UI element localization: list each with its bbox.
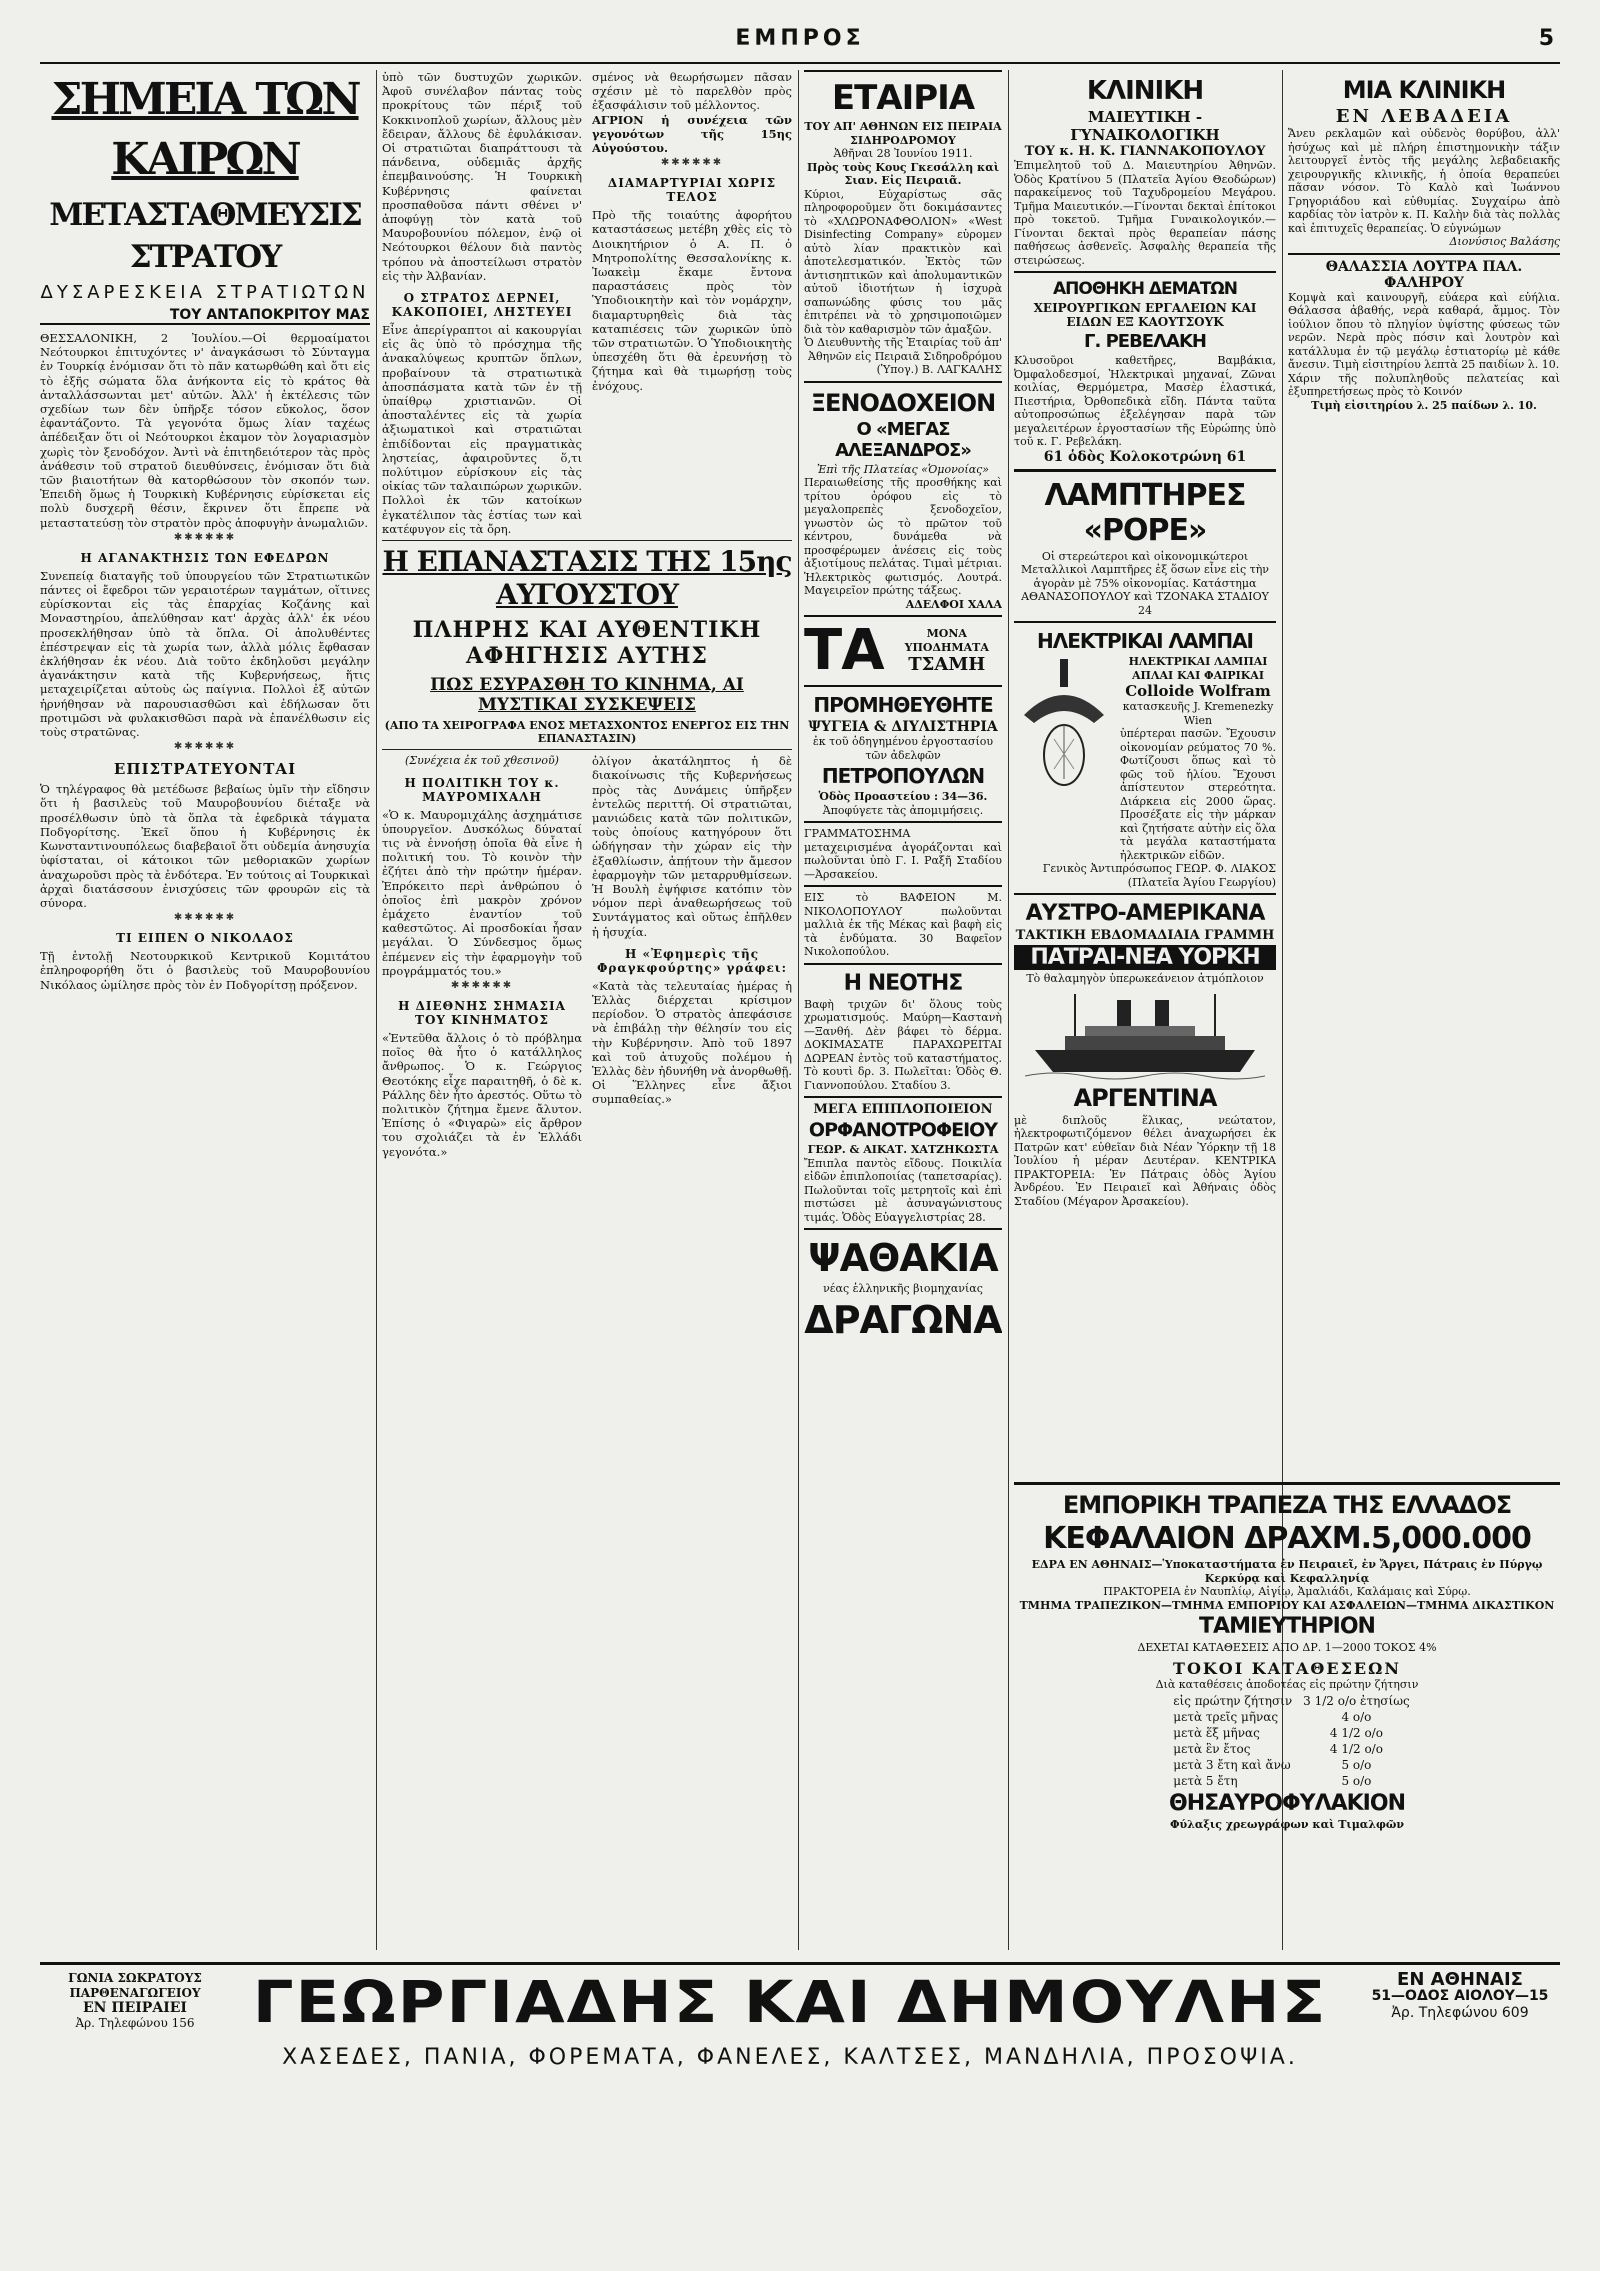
ad-date: Ἀθῆναι 28 Ἰουνίου 1911. [833, 147, 973, 160]
page-number: 5 [1538, 26, 1554, 51]
ad-subtitle: νέας ἑλληνικῆς βιομηχανίας [823, 1282, 983, 1295]
ad-brand: ΔΡΑΓΩΝΑ [804, 1297, 1002, 1342]
article-paragraph: σμένος νὰ θεωρήσωμεν πᾶσαν σχέσιν μὲ τὸ παρελθὸν πρὸς ἐξασφάλισιν τοῦ μέλλοντος. [592, 70, 792, 113]
ad-subtitle: ΤΑΚΤΙΚΗ ΕΒΔΟΜΑΔΙΑΙΑ ΓΡΑΜΜΗ [1015, 928, 1275, 943]
continuation-note: (Συνέχεια ἐκ τοῦ χθεσινοῦ) [405, 754, 559, 768]
ad-title: ΜΕΓΑ ΕΠΙΠΛΟΠΟΙΕΙΟΝ [813, 1102, 993, 1117]
divider [382, 540, 792, 541]
banner-revolution: Η ΕΠΑΝΑΣΤΑΣΙΣ ΤΗΣ 15ης ΑΥΓΟΥΣΤΟΥ [382, 545, 792, 612]
ad-subtitle: ΤΟΥ ΑΠ' ΑΘΗΝΩΝ ΕΙΣ ΠΕΙΡΑΙΑ ΣΙΔΗΡΟΔΡΟΜΟΥ [804, 120, 1002, 147]
rate-term: εἰς πρώτην ζήτησιν [1173, 1694, 1293, 1708]
ad-subtitle: ΗΛΕΚΤΡΙΚΑΙ ΛΑΜΠΑΙ ΑΠΛΑΙ ΚΑΙ ΦΑΙΡΙΚΑΙ [1128, 655, 1268, 682]
article-paragraph: Τῇ ἐντολῇ Νεοτουρκικοῦ Κεντρικοῦ Κομιτάτου ἐπληροφορήθη ὅτι ὁ βασιλεὺς τοῦ Μαυροβουνίου Νικόλαος ὡμίλησε πρὸς τὸν ἐν Ποδγορίτσῃ πρόξενον. [40, 949, 370, 992]
footer-ad [40, 1962, 1560, 2105]
footer-right-line: 51—ΟΔΟΣ ΑΙΟΛΟΥ—15 [1371, 1988, 1549, 2004]
rate-value: 5 ο/ο [1341, 1758, 1372, 1772]
article-paragraph: «Ἐντεῦθα ἄλλοις ὁ τὸ πρόβλημα ποῖος θὰ ἦτο ὁ κατάλληλος ἄνθρωπος. Ὁ κ. Γεώργιος Θεοτόκης εἶχε παραιτηθῆ, ὁ δὲ κ. Ράλλης δὲν ἦτο ἀρεστός. Οὕτω τὸ πολιτικὸν ζήτημα ἔμενε ἄλυτον. Ἐπίσης ὁ «Φιγαρὼ» εἰς ἄρθρον του σχολιάζει τὰ ἐν Ἑλλάδι γεγονότα.» [382, 1031, 582, 1159]
ad-note: Ἀποφύγετε τὰς ἀπομιμήσεις. [822, 803, 984, 817]
ad-brand: Γ. ΡΕΒΕΛΑΚΗ [1084, 331, 1206, 352]
column-rule [1008, 70, 1009, 1950]
table-row [1163, 1773, 1410, 1789]
footer-brand: ΓΕΩΡΓΙΑΔΗΣ ΚΑΙ ΔΗΜΟΥΛΗΣ [252, 1969, 1328, 2037]
ad-body: Οἱ στερεώτεροι καὶ οἰκονομικώτεροι Μεταλλικοὶ Λαμπτῆρες ἐξ ὅσων εἶνε εἰς τὴν ἀγορὰν μὲ 75% οἰκονομίας. Κατάστημα ΑΘΑΝΑΣΟΠΟΥΛΟΥ καὶ ΤΖΟΝΑΚΑ ΣΤΑΔΙΟΥ 24 [1021, 549, 1269, 617]
article-column-2-3 [382, 70, 792, 1950]
ad-column-4 [804, 70, 1002, 1950]
ad-title: ΛΑΜΠΤΗΡΕΣ «ΡΟΡΕ» [1044, 477, 1246, 548]
ad-hair-dye [804, 963, 1002, 1097]
ad-savings: ΤΑΜΙΕΥΤΗΡΙΟΝ [1199, 1614, 1375, 1639]
article-paragraph: ὑπὸ τῶν δυστυχῶν χωρικῶν. Ἀφοῦ συνέλαβον πάντας τοὺς προκρίτους τῶν πέριξ τοῦ Κοκκινοπλοῦ χωρίων, ἄλλους μὲν ἔδειραν, ἄλλους δὲ ἐφυλάκισαν. Οἱ στρατιῶται διαπράττουσι τὰ πάνδεινα, οὐδεμιᾶς ἀρχῆς ἐπεμβαινούσης. Ἡ Τουρκικὴ Κυβέρνησις φαίνεται προσπαθοῦσα πάντι σθένει ν' ἀποφύγῃ τὸν κατὰ τοῦ Μαυροβουνίου πόλεμον, ἐνῷ οἱ Νεότουρκοι θέλουν διὰ παντὸς τρόπου νὰ ἀποστείλωσι στρατὸν εἰς τὴν Ἀλβανίαν. [382, 70, 582, 283]
ad-ship-name: ΑΡΓΕΝΤΙΝΑ [1073, 1083, 1217, 1112]
headline-soldiers-discontent: ΔΥΣΑΡΕΣΚΕΙΑ ΣΤΡΑΤΙΩΤΩΝ [40, 282, 370, 303]
ad-title: ΤΑ [804, 618, 884, 683]
separator: ✱✱✱✱✱✱ [173, 741, 237, 753]
table-row [1163, 1725, 1410, 1741]
separator: ✱✱✱✱✱✱ [173, 531, 237, 543]
table-row [1163, 1693, 1410, 1709]
rate-value: 4 ο/ο [1341, 1710, 1372, 1724]
bank-box [1014, 1482, 1560, 1836]
footer-right-line: ΕΝ ΑΘΗΝΑΙΣ [1397, 1969, 1523, 1990]
subheading-reservists: Η ΑΓΑΝΑΚΤΗΣΙΣ ΤΩΝ ΕΦΕΔΡΩΝ [80, 550, 330, 565]
ad-title: ΠΡΟΜΗΘΕΥΘΗΤΕ [813, 693, 993, 717]
footer-right-phone: Ἀρ. Τηλεφώνου 609 [1391, 2005, 1529, 2021]
table-row [1163, 1741, 1410, 1757]
ad-lamps-rope [1014, 469, 1276, 622]
ad-title: ΜΙΑ ΚΛΙΝΙΚΗ [1342, 76, 1506, 104]
ad-stamps [804, 821, 1002, 885]
ad-body: Ἄνευ ρεκλαμῶν καὶ οὐδενὸς θορύβου, ἀλλ' ἠσύχως καὶ μὲ πλήρη ἐπιστημονικὴν τάξιν λειτουργεῖ ἐντὸς τῆς μεγάλης λεβαδειακῆς χειρουργικῆς κλινικῆς, ἡ ὁποία θεραπεύει πᾶσαν νόσον. Τὸ Καλὸ καὶ Ἰωάννου Γρηγοριάδου καὶ εὐθυμίας. Συγχαίρω ἀπὸ καρδίας τὸν ἰατρὸν κ. Π. Καλὴν διὰ τὰς πολλὰς καὶ ἐπιτυχεῖς θεραπείας. Ὁ εὐγνώμων [1288, 127, 1560, 235]
ad-body: Ἔπιπλα παντὸς εἴδους. Ποικιλία εἰδῶν ἐπιπλοποιίας (ταπετσαρίας). Πωλοῦνται τοῖς μετρητοῖς καὶ ἐπὶ πιστώσει μὲ ἀσυναγώνιστους τιμάς. Ὁδὸς Εὐαγγελιστρίας 28. [804, 1156, 1002, 1224]
footer-right-address [1360, 1971, 1560, 2022]
ad-text: ἐκ τοῦ ὁδηγημένου ἐργοστασίου τῶν ἀδελφῶν [812, 735, 994, 762]
rate-value: 4 1/2 ο/ο [1329, 1726, 1383, 1740]
column-rule [376, 70, 377, 1950]
ad-dyehouse [804, 885, 1002, 963]
headline-troop-relocation: ΜΕΤΑΣΤΑΘΜΕΥΣΙΣ ΣΤΡΑΤΟΥ [49, 197, 361, 275]
subheading-nikolaos: ΤΙ ΕΙΠΕΝ Ο ΝΙΚΟΛΑΟΣ [116, 931, 294, 946]
article-paragraph: Συνεπείᾳ διαταγῆς τοῦ ὑπουργείου τῶν Στρατιωτικῶν πάντες οἱ ἔφεδροι τῶν γεραιοτέρων ταγμάτων, οἵτινες εὑρίσκονται εἰς τὰς ἐπαρχίας Κοζάνης καὶ Μοναστηρίου, ἀπελύθησαν κατ' ἀρχὰς ἀλλ' ἐκ νέου προσεκλήθησαν ὑπὸ τὰ ὅπλα. Οἱ ἀπολυθέντες ἐπέστρεψαν εἰς τὰ χωρία των, ἀλλὰ μόλις ἔφθασαν ἐκλήθησαν ἐκ νέου. Διὰ τοῦτο ἐκδηλοῦσι μεγάλην ἀγανάκτησιν κατὰ τῆς Κυβερνήσεως, ἥτις μεταχειρίζεται αὐτοὺς ὡς παίγνια. Πολλοὶ ἐξ αὐτῶν ἠρνήθησαν νὰ παρουσιασθῶσι καὶ ἐδήλωσαν ὅτι προτιμῶσι νὰ φυλακισθῶσι παρὰ νὰ ἐπανέλθωσιν εἰς τοὺς στρατῶνας. [40, 568, 370, 740]
ad-title: ΑΠΟΘΗΚΗ ΔΕΜΑΤΩΝ [1053, 279, 1237, 299]
ad-owner: ΓΕΩΡ. & ΑΙΚΑΤ. ΧΑΤΖΗΚΩΣΤΑ [807, 1143, 999, 1156]
table-row [1163, 1709, 1410, 1725]
ad-owner: ΤΟΥ κ. Η. Κ. ΓΙΑΝΝΑΚΟΠΟΥΛΟΥ [1024, 144, 1266, 159]
ad-subtitle: ΜΑΙΕΥΤΙΚΗ - ΓΥΝΑΙΚΟΛΟΓΙΚΗ [1070, 108, 1220, 144]
article-paragraph: «Ὁ κ. Μαυρομιχάλης ἀσχημάτισε ὑπουργεῖον. Δυσκόλως δύναταί τις νὰ ἐννοήσῃ ὁποῖα θὰ εἶνε ἡ πολιτική του. Τὸ κοινὸν τὴν ἐζήτει ἀπὸ τὴν πρώτην ἡμέραν. Ἐπρόκειτο περὶ ἀνθρώπου ὁ ὁποῖος ἐπὶ μακρὸν χρόνον ἐμάχετο ἐναντίον τοῦ καθεστῶτος. Αἱ προσδοκίαι ἦσαν μεγάλαι. Ὁ Σύνδεσμος ὅμως ἐπέμενεν εἰς τὴν ἐφαρμογὴν τοῦ προγράμματός του.» [382, 807, 582, 978]
ad-shoes [804, 615, 1002, 685]
ad-surgical-depot [1014, 271, 1276, 469]
footer-left-line: ΕΝ ΠΕΙΡΑΙΕΙ [83, 2000, 187, 2016]
ad-brand: ΟΡΦΑΝΟΤΡΟΦΕΙΟΥ [808, 1119, 998, 1141]
rate-term: μετὰ τρεῖς μῆνας [1173, 1710, 1279, 1724]
article-column-1 [40, 70, 370, 1950]
rates-table [1163, 1693, 1410, 1789]
byline: ΤΟΥ ΑΝΤΑΠΟΚΡΙΤΟΥ ΜΑΣ [40, 307, 370, 325]
ad-title: ΕΜΠΟΡΙΚΗ ΤΡΑΠΕΖΑ ΤΗΣ ΕΛΛΑΔΟΣ [1062, 1491, 1512, 1519]
ad-agencies: ΠΡΑΚΤΟΡΕΙΑ ἐν Ναυπλίῳ, Αἰγίῳ, Ἀμαλιάδι, Καλάμαις καὶ Σύρῳ. [1103, 1585, 1471, 1598]
ad-body: Κομψὰ καὶ καινουργῆ, εὐάερα καὶ εὐήλια. Θάλασσα ἀβαθής, νερὰ καθαρά, ἄμμος. Τὸν ἰούλιον ὅπου τὸ πληγίον ὑψίστης φύσεως τῶν νερῶν. Νερὰ πρὸς πόσιν καὶ λουτρὸν καὶ κατάλλυμα ἐν τῷ μεγάλῳ ἐστιατορίῳ μὲ κάθε ἄνεσιν. Τιμὴ εἰσιτηρίου λεπτὰ 25 παιδίων λ. 10. [1288, 290, 1560, 371]
ad-vault: ΘΗΣΑΥΡΟΦΥΛΑΚΙΟΝ [1169, 1791, 1405, 1816]
ad-refrigerators [804, 685, 1002, 821]
ad-recipient: Πρὸς τοὺς Κους Γκεσάλλη καὶ Σιαν. Εἰς Πειραιᾶ. [806, 160, 1000, 187]
ad-seat: ΕΔΡΑ ΕΝ ΑΘΗΝΑΙΣ—Ὑποκαταστήματα ἐν Πειραιεῖ, ἐν Ἄργει, Πάτραις ἐν Πύργῳ Κερκύρᾳ καὶ Κεφαλληνίᾳ [1031, 1558, 1543, 1585]
article-paragraph: Πρὸ τῆς τοιαύτης ἀφορήτου καταστάσεως μετέβη χθὲς εἰς τὸ Διοικητήριον ὁ Α. Π. ὁ Μητροπολίτης Θεσσαλονίκης κ. Ἰωακεὶμ ἔκαμε ἔντονα παραστάσεις πρὸς τὸν Ὑποδιοικητὴν καὶ τὸν νομάρχην, διαμαρτυρηθεὶς διὰ τὰς καταπιέσεις τῶν χωρικῶν ὑπὸ τῶν στρατιωτῶν. Ὁ Ὑποδιοικητὴς ὑπεσχέθη ὅτι θὰ ἐρευνήσῃ τὸ ζήτημα καὶ θὰ τιμωρήσῃ τοὺς ἐνόχους. [592, 208, 792, 393]
ad-route: ΠΑΤΡΑΙ-ΝΕΑ ΥΟΡΚΗ [1014, 945, 1276, 970]
ad-place: Ἐπὶ τῆς Πλατείας «Ὁμονοίας» [816, 462, 990, 476]
ad-column-6 [1288, 70, 1560, 890]
ad-brand: Colloide Wolfram [1125, 682, 1271, 700]
ad-rates-title: ΤΟΚΟΙ ΚΑΤΑΘΕΣΕΩΝ [1173, 1658, 1401, 1678]
ad-straw-mats [804, 1228, 1002, 1348]
ad-departments: ΤΜΗΜΑ ΤΡΑΠΕΖΙΚΟΝ—ΤΜΗΜΑ ΕΜΠΟΡΙΟΥ ΚΑΙ ΑΣΦΑΛΕΙΩΝ—ΤΜΗΜΑ ΔΙΚΑΣΤΙΚΟΝ [1019, 1598, 1555, 1612]
ad-subtitle: ΧΕΙΡΟΥΡΓΙΚΩΝ ΕΡΓΑΛΕΙΩΝ ΚΑΙ ΕΙΔΩΝ ΕΞ ΚΑΟΥΤΣΟΥΚ [1033, 301, 1257, 329]
ship-illustration [1025, 990, 1265, 1080]
banner-full-account: ΠΛΗΡΗΣ ΚΑΙ ΑΥΘΕΝΤΙΚΗ ΑΦΗΓΗΣΙΣ ΑΥΤΗΣ [412, 617, 762, 670]
ad-signature: Ὁ Διευθυντὴς τῆς Ἑταιρίας τοῦ ἀπ' Ἀθηνῶν εἰς Πειραιᾶ Σιδηροδρόμου (Ὑπογ.) Β. ΛΑΓΚΑΛΗΣ [804, 336, 1002, 376]
ad-body: ὑπέρτεραι πασῶν. Ἔχουσιν οἰκονομίαν ρεύματος 70 %. Φωτίζουσι ὅπως καὶ τὸ φῶς τοῦ ἡλίου. Ἔχουσι ἀπίστευτον στερεότητα. Διάρκεια εἰς 2000 ὥρας. Προσέξατε εἰς τὴν μάρκαν καὶ ζητήσατε αὐτὴν εἰς ὅλα τὰ μεγάλα καταστήματα ἠλεκτρικῶν εἰδῶν. [1120, 727, 1276, 862]
ad-vault-note: Φύλαξις χρεωγράφων καὶ Τιμαλφῶν [1169, 1818, 1405, 1831]
newspaper-page [40, 22, 1560, 2202]
footer-left-line: ΓΩΝΙΑ ΣΩΚΡΑΤΟΥΣ ΠΑΡΘΕΝΑΓΩΓΕΙΟΥ [68, 1971, 202, 2000]
ad-capital: ΚΕΦΑΛΑΙΟΝ ΔΡΑΧΜ.5,000.000 [1043, 1521, 1531, 1556]
rate-term: μετὰ 5 ἔτη [1173, 1774, 1238, 1788]
ad-body: Βαφὴ τριχῶν δι' ὅλους τοὺς χρωματισμούς. Μαύρη—Καστανὴ—Ξανθή. Δὲν βάφει τὸ δέρμα. ΔΟΚΙΜΑΣΑΤΕ ΠΑΡΑΧΩΡΕΙΤΑΙ ΔΩΡΕΑΝ ἐντὸς τοῦ καταστήματος. Τὸ κουτὶ δρ. 3. Πωλεῖται: Ὁδὸς Θ. Γιαννοπούλου. Σταδίου 3. [804, 997, 1002, 1092]
article-paragraph: ΑΓΡΙΟΝ ἡ συνέχεια τῶν γεγονότων τῆς 15ης Αὐγούστου. [592, 112, 792, 156]
ad-body: ΓΡΑΜΜΑΤΟΣΗΜΑ μεταχειρισμένα ἀγοράζονται καὶ πωλοῦνται ὑπὸ Γ. Ι. Ραξῆ Σταδίου—Ἀρσακείου. [804, 827, 1002, 881]
ad-subtitle: ΨΥΓΕΙΑ & ΔΙΥΛΙΣΤΗΡΙΑ [808, 719, 998, 735]
separator: ✱✱✱✱✱✱ [660, 157, 724, 169]
subheading-frankfurt: Η «Ἐφημερὶς τῆς Φραγκφούρτης» γράφει: [596, 946, 788, 975]
article-paragraph: «Κατὰ τὰς τελευταίας ἡμέρας ἡ Ἑλλὰς διέρχεται κρίσιμον περίοδον. Ὁ στρατὸς ἀπεφάσισε νὰ ἐπιβάλῃ τὴν θέλησίν του εἰς τὴν Κυβέρνησιν. Ἀπὸ τοῦ 1897 καὶ τοῦ ἀτυχοῦς πολέμου ἡ Ἑλλὰς δὲν ἠδυνήθη νὰ ἀνορθωθῇ. Οἱ Ἕλληνες εἶνε ἄξιοι συμπαθείας.» [592, 978, 792, 1107]
ad-hotel-name: Ο «ΜΕΓΑΣ ΑΛΕΞΑΝΔΡΟΣ» [835, 418, 971, 461]
ad-title: ΨΑΘΑΚΙΑ [808, 1236, 998, 1280]
rate-value: 5 ο/ο [1341, 1774, 1372, 1788]
ad-hotel [804, 381, 1002, 616]
article-paragraph: ΘΕΣΣΑΛΟΝΙΚΗ, 2 Ἰουλίου.—Οἱ θερμοαίματοι Νεότουρκοι ἐπιτυχόντες ν' ἀναγκάσωσι τὸ Σύνταγμα ἐν Τουρκίᾳ ἐνόμισαν ὅτι τὸ πᾶν κατωρθώθη καὶ ὅτι εἰς τὸ ἑξῆς σώματα ὅλα ἀνήκοντα εἰς τὸ κράτος θὰ ἀνταλλάσσωνται μετ' αὐτῶν. Ἀλλ' ἡ ἐκτέλεσις τῶν σχεδίων των δὲν ὑπῆρξε τόσον εὔκολος, ὅσον ἐφαντάζοντο. Τὰ γεγονότα ὅμως λίαν ταχέως ἀπέδειξαν ὅτι οἱ Νεότουρκοι ἐκαμον τὸν λογαριασμὸν χωρὶς τὸν ξενοδόχον. Ἀντὶ νὰ ἐπιτηδειότερον τὰς πρὸς ἀνάθεσιν τοῦ στρατοῦ διευθύνσεις, ἐνόμισαν ὅτι διὰ τῶν βιαιοτήτων θὰ κατορθώσουν τὸν σκοπόν των. Ἐπειδὴ ὅμως ἡ Τουρκικὴ Κυβέρνησις εὑρίσκεται εἰς πολὺ δυσχερῆ θέσιν, ἔκρινεν ὅτι ἔπρεπε νὰ μεταστατεύσῃ τὸν στρατὸν πρὸς ἀποφυγὴν ἀνωμαλιῶν. [40, 331, 370, 530]
separator: ✱✱✱✱✱✱ [450, 980, 514, 992]
ad-signature: Διονύσιος Βαλάσης [1449, 235, 1560, 248]
subheading-international: Η ΔΙΕΘΝΗΣ ΣΗΜΑΣΙΑ ΤΟΥ ΚΙΝΗΜΑΤΟΣ [398, 999, 566, 1028]
lamp-illustration [1014, 659, 1114, 799]
ad-brand: ΤΣΑΜΗ [908, 654, 986, 675]
ad-sea-baths [1288, 253, 1560, 417]
subheading-protests: ΔΙΑΜΑΡΤΥΡΙΑΙ ΧΩΡΙΣ ΤΕΛΟΣ [607, 176, 777, 205]
ad-title: ΕΤΑΙΡΙΑ [831, 78, 975, 118]
footer-left-phone: Ἀρ. Τηλεφώνου 156 [75, 2016, 195, 2030]
article-paragraph: Ὁ τηλέγραφος θὰ μετέδωσε βεβαίως ὑμῖν τὴν εἴδησιν ὅτι ἡ βασιλεὺς τοῦ Μαυροβουνίου διέταξε νὰ προσέλθωσιν ὑπὸ τὰ ὅπλα τὰ ἐφεδρικὰ τάγματα Ποδγορίτσης. Ἐκεῖ ὅπου ἡ Κυβέρνησις ἐκ Κωνσταντινουπόλεως διαβεβαιοῖ ὅτι οὐδεμία ἀνησυχία ὑφίσταται, οἱ κάτοικοι τῶν μεθοριακῶν χωρίων ἀναχωροῦσι πρὸς τὰ ἐνδότερα. Ἐν τούτοις αἱ Τουρκικαὶ ἀρχαὶ διατάσσουν ἐνισχύσεις τῶν φρουρῶν εἰς τὰ σύνορα. [40, 782, 370, 910]
ad-body: Κύριοι, Εὐχαρίστως σᾶς πληροφοροῦμεν ὅτι δοκιμάσαντες τὸ «ΧΛΩΡΟΝΑΦΘΟΛΙΟΝ» «West Disinfecting Company» εὑρομεν αὐτὸ λίαν πρακτικὸν καὶ ἀποτελεσματικόν. Ἐκτὸς τῶν ἀντισηπτικῶν καὶ ἀπολυμαντικῶν αὐτοῦ ἰδιοτήτων ἡ ἰσχυρὰ σαπωνώδης φύσις του μᾶς ἐπιτρέπει νὰ τὸ χρησιμοποιῶμεν διὰ τὸν καθαρισμὸν τῶν ἁμαξῶν. [804, 187, 1002, 336]
rate-term: μετὰ ἓν ἔτος [1173, 1742, 1251, 1756]
ad-title: Η ΝΕΟΤΗΣ [843, 970, 963, 996]
subheading-mobilized: ΕΠΙΣΤΡΑΤΕΥΟΝΤΑΙ [113, 760, 297, 779]
ad-note: Χάριν τῆς πολυπληθοῦς πελατείας καὶ ἐξυπηρετήσεως πρὸς τὸ Κοινόν [1288, 371, 1560, 398]
ad-signature: ΑΔΕΛΦΟΙ ΧΑΛΑ [905, 597, 1002, 611]
ad-signature: Γενικὸς Ἀντιπρόσωπος ΓΕΩΡ. Φ. ΛΙΑΚΟΣ (Πλατεῖα Ἁγίου Γεωργίου) [1042, 862, 1276, 889]
article-paragraph: ὀλίγον ἀκατάληπτος ἡ δὲ διακοίνωσις τῆς Κυβερνήσεως πρὸς τὰς Δυνάμεις ὑπῆρξεν ἐντελῶς περιττή. Οἱ στρατιῶται, μανιώδεις κατὰ τῶν πολιτικῶν, τοὺς ὁποίους κατηγόρουν ὅτι ὡδήγησαν τὴν χώραν εἰς τὴν ἐξαθλίωσιν, ἀπῄτουν τὴν ἄμεσον ἐφαρμογὴν τῶν μεταρρυθμίσεων. Ἡ Βουλὴ ἐψήφισε κατόπιν τὸν νόμον περὶ ἀναθεωρήσεως τοῦ Συντάγματος καὶ οὕτως ἐπῆλθεν ἡ ἡσυχία. [592, 754, 792, 939]
headline-signs-of-times: ΣΗΜΕΙΑ ΤΩΝ ΚΑΙΡΩΝ [51, 74, 359, 185]
ad-title: ΘΑΛΑΣΣΙΑ ΛΟΥΤΡΑ ΠΑΛ. ΦΑΛΗΡΟΥ [1325, 258, 1523, 291]
ad-title: ΞΕΝΟΔΟΧΕΙΟΝ [810, 388, 996, 417]
ad-prices: Τιμὴ εἰσιτηρίου λ. 25 παίδων λ. 10. [1311, 398, 1537, 412]
newspaper-title: ΕΜΠΡΟΣ [735, 26, 865, 51]
ad-address: 61 ὁδὸς Κολοκοτρώνη 61 [1043, 448, 1247, 465]
column-rule [798, 70, 799, 1950]
subheading-policy: Η ΠΟΛΙΤΙΚΗ ΤΟΥ κ. ΜΑΥΡΟΜΙΧΑΛΗ [404, 775, 560, 804]
rate-term: μετὰ ἕξ μῆνας [1173, 1726, 1260, 1740]
divider [382, 749, 792, 750]
ad-body: Κλυσοῦροι καθετῆρες, Βαμβάκια, Ὀμφαλοδεσμοί, Ἠλεκτρικαὶ μηχαναί, Ζῶναι κοιλίας, Θερμόμετρα, Μασὲρ ἐλαστικά, Πιεστήρια, Ὀρθοπεδικὰ εἴδη. Πάντα ταῦτα αὐτοπροσώπως ἐξελέγησαν παρὰ τῶν μεγαλειτέρων ἐργοστασίων τῆς Εὐρώπης ὑπὸ τοῦ κ. Γ. Ρεβελάκη. [1014, 354, 1276, 448]
table-row [1163, 1757, 1410, 1773]
footer-items: ΧΑΣΕΔΕΣ, ΠΑΝΙΑ, ΦΟΡΕΜΑΤΑ, ΦΑΝΕΛΕΣ, ΚΑΛΤΣΕΣ, ΜΑΝΔΗΛΙΑ, ΠΡΟΣΟΨΙΑ. [282, 2045, 1298, 2070]
rate-value: 3 1/2 ο/ο ἐτησίως [1303, 1694, 1410, 1708]
ad-clinic [1014, 70, 1276, 271]
footer-left-address [40, 1971, 230, 2031]
ad-body: Περαιωθείσης τῆς προσθήκης καὶ τρίτου ὀρόφου εἰς τὸ μεγαλοπρεπὲς ξενοδοχεῖον, γνωστὸν ὡς τὸ πρῶτον τοῦ κέντρου, δυνάμεθα νὰ προσφέρωμεν ἀνέσεις εἰς τοὺς ἀξιοτίμους πελάτας. Τιμαὶ μέτριαι. Ἡλεκτρικὸς φωτισμός. Λουτρά. Μαγειρεῖον πρώτης τάξεως. [804, 476, 1002, 597]
ad-body: Ἐπιμελητοῦ τοῦ Δ. Μαιευτηρίου Ἀθηνῶν. Ὁδὸς Κρατίνου 5 (Πλατεῖα Ἀγίου Θεοδώρων) παρακείμενος τοῦ Ταχυδρομείου Μεγάρου. Τμῆμα Μαιευτικόν.—Γίνονται δεκταὶ ἐπίτοκοι πρὸ τοκετοῦ. Τμῆμα Γυναικολογικόν.—Γίνονται δεκταὶ πρὸς θεραπείαν πάσης παθήσεως ἀσθενεῖς. Ἀσφαλὴς θεραπεία τῆς στειρώσεως. [1014, 159, 1276, 267]
ad-commercial-bank [1014, 1482, 1560, 1952]
ad-maker: κατασκευῆς J. Kremenezky Wien [1122, 700, 1274, 727]
banner-how-movement: ΠΩΣ ΕΣΥΡΑΣΘΗ ΤΟ ΚΙΝΗΜΑ, ΑΙ ΜΥΣΤΙΚΑΙ ΣΥΣΚΕΨΕΙΣ [430, 675, 744, 716]
ad-title: ΚΛΙΝΙΚΗ [1086, 76, 1204, 106]
ad-body: ΕΙΣ τὸ ΒΑΦΕΙΟΝ Μ. ΝΙΚΟΛΟΠΟΥΛΟΥ πωλοῦνται μαλλιὰ ἐκ τῆς Μέκας καὶ βαφὴ εἰς τὰ ἐνδύματα. 30 Βαφεῖον Νικολοπούλου. [804, 891, 1002, 958]
ad-railway [804, 70, 1002, 381]
ad-text: Τὸ θαλαμηγὸν ὑπερωκεάνειον ἀτμόπλοιον [1026, 972, 1264, 985]
ad-levadeia-clinic [1288, 70, 1560, 253]
ad-furniture [804, 1096, 1002, 1228]
separator: ✱✱✱✱✱✱ [173, 912, 237, 924]
ad-body: μὲ διπλοῦς ἕλικας, νεώτατον, ἠλεκτροφωτιζόμενον θέλει ἀναχωρήσει ἐκ Πατρῶν κατ' εὐθεῖαν διὰ Νέαν Ὑόρκην τῇ 18 Ἰουλίου ἡ μέραν Δευτέραν. ΚΕΝΤΡΙΚΑ ΠΡΑΚΤΟΡΕΙΑ: Ἐν Πάτραις ὁδὸς Ἁγίου Ἀνδρέου. Ἐν Πειραιεῖ καὶ Ἀθήναις ὁδὸς Σταδίου (Μέγαρον Ἀρσακείου). [1014, 1113, 1276, 1208]
ad-austro-americana [1014, 893, 1276, 1212]
ad-text: ΜΟΝΑ ΥΠΟΔΗΜΑΤΑ [904, 627, 989, 654]
ad-brand: ΠΕΤΡΟΠΟΥΛΩΝ [821, 764, 985, 788]
ad-savings-note: ΔΕΧΕΤΑΙ ΚΑΤΑΘΕΣΕΙΣ ΑΠΟ ΔΡ. 1—2000 ΤΟΚΟΣ 4% [1137, 1641, 1437, 1654]
banner-manuscripts: (ΑΠΟ ΤΑ ΧΕΙΡΟΓΡΑΦΑ ΕΝΟΣ ΜΕΤΑΣΧΟΝΤΟΣ ΕΝΕΡΓΟΣ ΕΙΣ ΤΗΝ ΕΠΑΝΑΣΤΑΣΙΝ) [384, 719, 790, 746]
article-paragraph: Εἶνε ἀπερίγραπτοι αἱ κακουργίαι εἰς ἃς ὑπὸ τὸ πρόσχημα τῆς ἀνακαλύψεως κρυπτῶν ὅπλων, προβαίνουν τὰ στρατιωτικὰ ἀποσπάσματα κατὰ τῶν ἐν τῇ ὑπαίθρῳ χριστιανῶν. Οἱ ἀποσταλέντες εἰς τὰ χωρία ἀξιωματικοὶ καὶ στρατιῶται ἐπιδίδονται εἰς πραγματικὰς ληστείας, ἀφαιροῦντες ὅ,τι πολύτιμον εὑρίσκουν εἰς τὰς οἰκίας τῶν ταλαιπώρων χωρικῶν. Πολλοὶ ἐκ τῶν κατοίκων ἐγκατέλιπον τὰς ἑστίας των καὶ κατέφυγον εἰς τὰ ὄρη. [382, 323, 582, 536]
subheading-army-beats: Ο ΣΤΡΑΤΟΣ ΔΕΡΝΕΙ, ΚΑΚΟΠΟΙΕΙ, ΛΗΣΤΕΥΕΙ [391, 291, 573, 320]
ad-title: ΗΛΕΚΤΡΙΚΑΙ ΛΑΜΠΑΙ [1036, 629, 1254, 653]
rate-term: μετὰ 3 ἔτη καὶ ἄνω [1173, 1758, 1291, 1772]
ad-subtitle: ΕΝ ΛΕΒΑΔΕΙΑ [1335, 106, 1513, 127]
ad-address: Ὁδὸς Προαστείου : 34—36. [818, 790, 988, 803]
masthead [40, 22, 1560, 64]
rate-value: 4 1/2 ο/ο [1329, 1742, 1383, 1756]
ad-electric-lamps [1014, 621, 1276, 893]
ad-title: ΑΥΣΤΡΟ-ΑΜΕΡΙΚΑΝΑ [1025, 901, 1265, 926]
ad-rates-intro: Διὰ καταθέσεις ἀποδοτέας εἰς πρώτην ζήτησιν [1155, 1677, 1419, 1691]
